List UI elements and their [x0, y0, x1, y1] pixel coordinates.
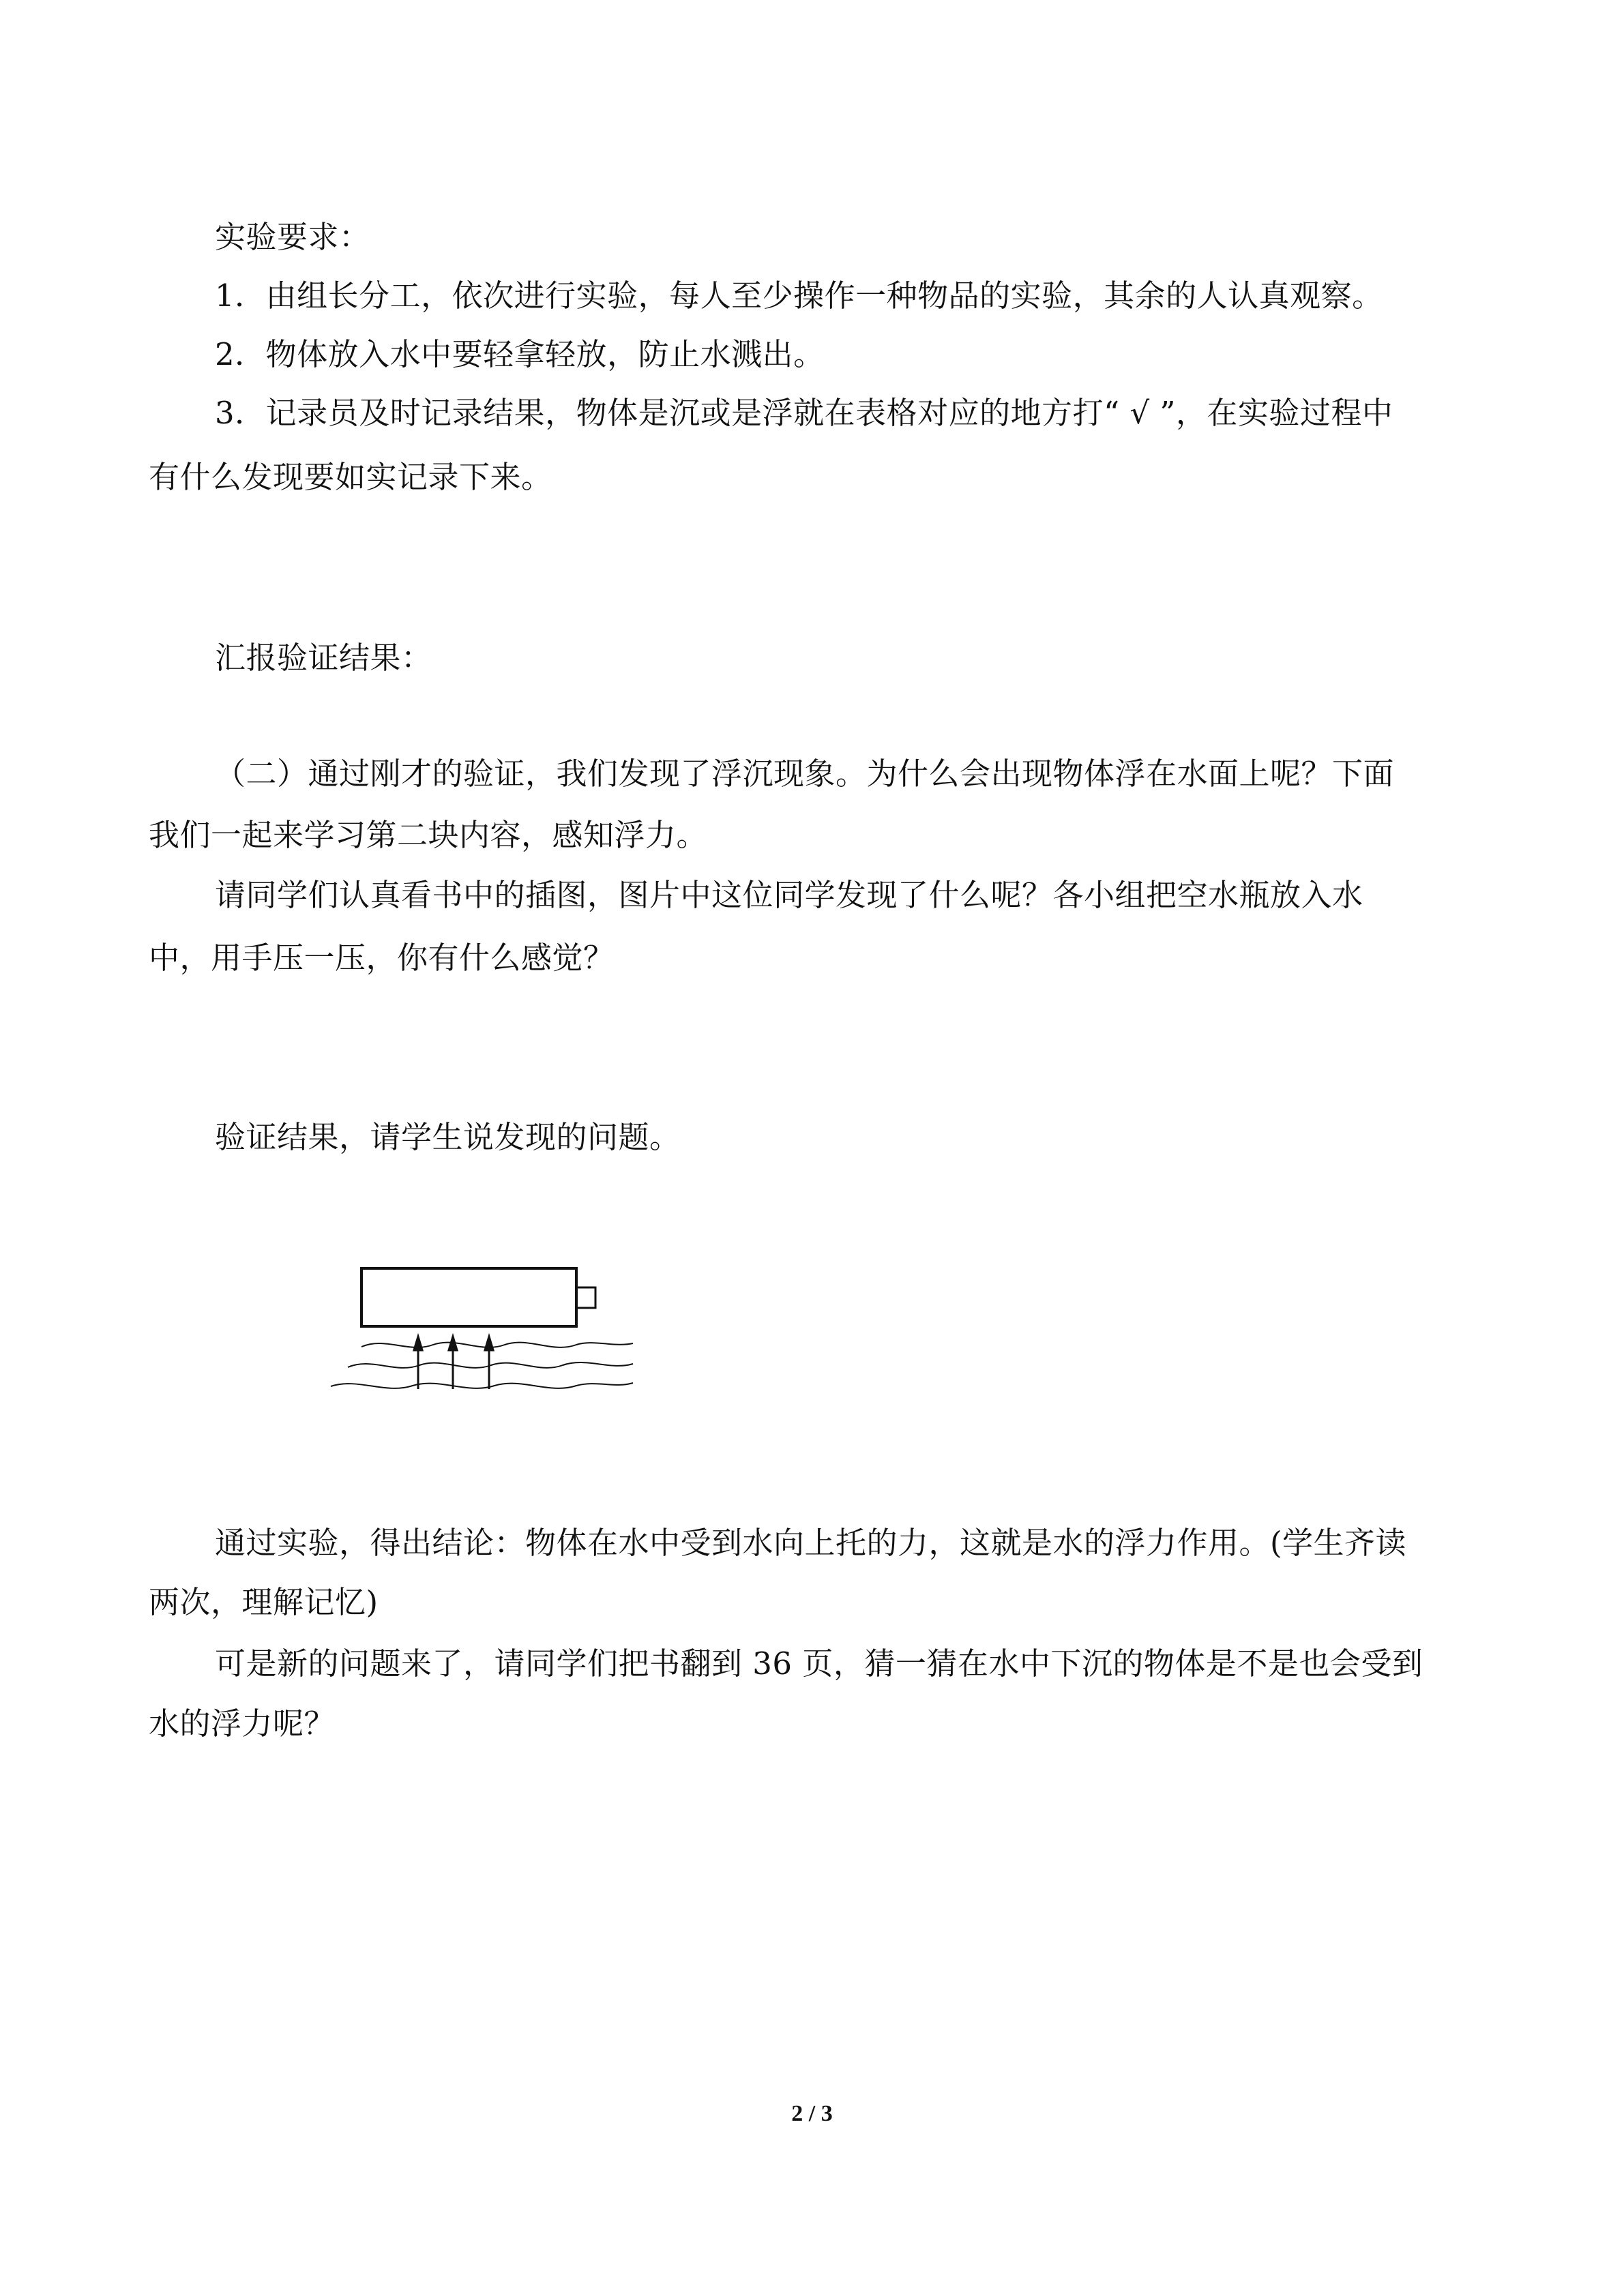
- paragraph-illustration-line2: 中，用手压一压，你有什么感觉？: [149, 940, 615, 976]
- paragraph-conclusion-line2: 两次，理解记忆): [149, 1584, 379, 1620]
- paragraph-conclusion-line1: 通过实验，得出结论：物体在水中受到水向上托的力，这就是水的浮力作用。(学生齐读: [215, 1525, 1407, 1561]
- paragraph-report-results: 汇报验证结果：: [215, 640, 432, 676]
- floating-bottle-diagram-icon: [321, 1255, 641, 1405]
- paragraph-section-two-line2: 我们一起来学习第二块内容，感知浮力。: [149, 817, 708, 853]
- page-number: 2 / 3: [791, 2101, 833, 2126]
- paragraph-verify-results: 验证结果，请学生说发现的问题。: [215, 1119, 681, 1155]
- paragraph-requirement-3-line2: 有什么发现要如实记录下来。: [149, 459, 552, 495]
- paragraph-requirement-3-line1: 3．记录员及时记录结果，物体是沉或是浮就在表格对应的地方打“ √ ”，在实验过程中: [215, 395, 1393, 431]
- paragraph-requirement-1: 1．由组长分工，依次进行实验，每人至少操作一种物品的实验，其余的人认真观察。: [215, 278, 1383, 314]
- paragraph-section-two-line1: （二）通过刚才的验证，我们发现了浮沉现象。为什么会出现物体浮在水面上呢？下面: [215, 756, 1395, 792]
- paragraph-illustration-line1: 请同学们认真看书中的插图，图片中这位同学发现了什么呢？各小组把空水瓶放入水: [215, 877, 1363, 913]
- paragraph-requirement-2: 2．物体放入水中要轻拿轻放，防止水溅出。: [215, 336, 825, 372]
- paragraph-new-question-line2: 水的浮力呢？: [149, 1705, 336, 1742]
- paragraph-experiment-requirements-heading: 实验要求：: [215, 219, 370, 255]
- paragraph-new-question-line1: 可是新的问题来了，请同学们把书翻到 36 页，猜一猜在水中下沉的物体是不是也会受到: [215, 1645, 1423, 1682]
- floating-bottle-figure: [321, 1255, 641, 1405]
